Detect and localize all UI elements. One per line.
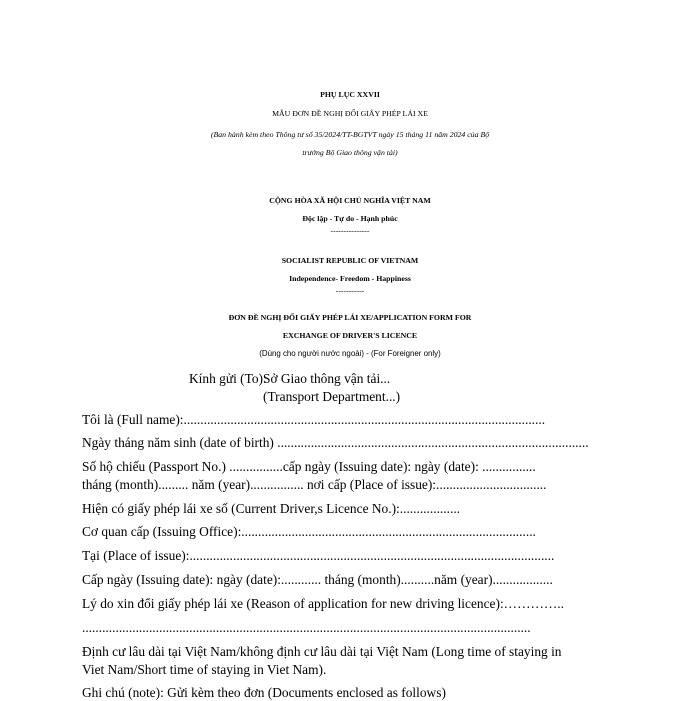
date-of-birth-field[interactable]: Ngày tháng năm sinh (date of birth) ............................................................................................. — [82, 435, 589, 450]
issuing-office-field[interactable]: Cơ quan cấp (Issuing Office):........................................................................................ — [82, 524, 536, 539]
issued-by-line-2: trưởng Bộ Giao thông vận tải) — [302, 148, 398, 157]
addressee-line-2: (Transport Department...) — [263, 389, 401, 404]
addressee-line-1: Sở Giao thông vận tải... — [263, 371, 391, 386]
issued-by-line-1: (Ban hành kèm theo Thông tư số 35/2024/TT-BGTVT ngày 15 tháng 11 năm 2024 của Bộ — [210, 130, 490, 139]
appendix-heading: PHỤ LỤC XXVII — [320, 90, 380, 99]
passport-field-line-1[interactable]: Số hộ chiếu (Passport No.) ................cấp ngày (Issuing date): ngày (date): ................ — [82, 459, 536, 474]
full-name-field[interactable]: Tôi là (Full name):............................................................................................................ — [82, 412, 546, 427]
issuing-date-field[interactable]: Cấp ngày (Issuing date): ngày (date):............ tháng (month)..........năm (year).................. — [82, 572, 553, 587]
documents-note: Ghi chú (note): Gửi kèm theo đơn (Documents enclosed as follows) — [82, 685, 446, 700]
country-name-vn: CỘNG HÒA XÃ HỘI CHỦ NGHĨA VIỆT NAM — [269, 196, 431, 205]
form-name: MẪU ĐƠN ĐỀ NGHỊ ĐỔI GIẤY PHÉP LÁI XE — [272, 109, 428, 118]
motto-vn: Độc lập - Tự do - Hạnh phúc — [302, 214, 398, 223]
divider-en: ----------- — [335, 286, 365, 295]
form-title-note: (Dùng cho người nước ngoài) - (For Foreigner only) — [259, 349, 441, 358]
motto-en: Independence- Freedom - Happiness — [289, 274, 411, 283]
country-name-en: SOCIALIST REPUBLIC OF VIETNAM — [281, 256, 419, 265]
reason-field[interactable]: Lý do xin đổi giấy phép lái xe (Reason of application for new driving licence):………….. — [82, 596, 564, 611]
residence-line-2: Viet Nam/Short time of staying in Viet Nam). — [82, 662, 327, 677]
current-licence-field[interactable]: Hiện có giấy phép lái xe số (Current Driver,s Licence No.):.................. — [82, 501, 461, 516]
addressee-label: Kính gửi (To): — [189, 371, 267, 386]
form-title-line-2: EXCHANGE OF DRIVER'S LICENCE — [282, 331, 418, 340]
reason-continuation-field[interactable]: ...................................................................................................................................... — [82, 620, 531, 635]
passport-field-line-2[interactable]: tháng (month)......... năm (year)................ nơi cấp (Place of issue):................................. — [82, 477, 547, 492]
place-of-issue-field[interactable]: Tại (Place of issue):............................................................................................................. — [82, 548, 555, 563]
divider-vn: --------------- — [330, 226, 370, 235]
residence-line-1: Định cư lâu dài tại Việt Nam/không định cư lâu dài tại Việt Nam (Long time of staying in — [82, 644, 562, 659]
form-title-line-1: ĐƠN ĐỀ NGHỊ ĐỔI GIẤY PHÉP LÁI XE/APPLICATION FORM FOR — [228, 313, 472, 322]
